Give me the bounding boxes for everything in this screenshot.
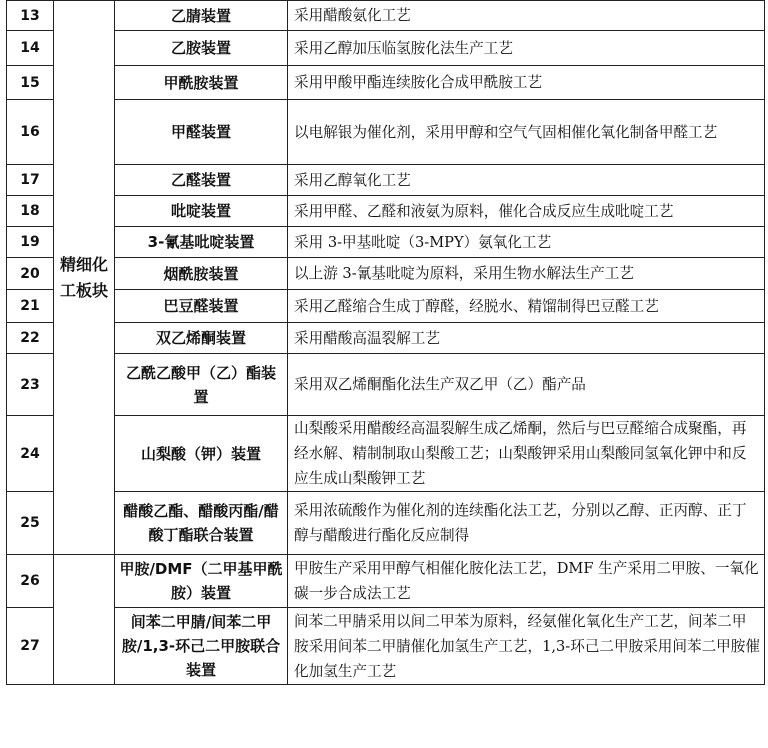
row-number: 13 (7, 1, 54, 31)
row-number: 14 (7, 31, 54, 66)
table-row (7, 100, 765, 165)
unit-name: 3-氰基吡啶装置 (115, 227, 288, 258)
row-number: 22 (7, 323, 54, 354)
process-description: 以上游 3-氰基吡啶为原料，采用生物水解法生产工艺 (288, 258, 765, 290)
process-description: 采用醋酸高温裂解工艺 (288, 323, 765, 354)
table-row (7, 290, 765, 323)
unit-name: 烟酰胺装置 (115, 258, 288, 290)
process-description: 采用甲醛、乙醛和液氨为原料，催化合成反应生成吡啶工艺 (288, 196, 765, 227)
row-number: 26 (7, 555, 54, 608)
unit-name: 乙醛装置 (115, 165, 288, 196)
row-number: 17 (7, 165, 54, 196)
row-number: 18 (7, 196, 54, 227)
process-table (6, 0, 765, 685)
row-number: 21 (7, 290, 54, 323)
table-row (7, 31, 765, 66)
table-row (7, 66, 765, 100)
table-row (7, 416, 765, 492)
unit-name: 吡啶装置 (115, 196, 288, 227)
process-description: 采用甲酸甲酯连续胺化合成甲酰胺工艺 (288, 66, 765, 100)
process-description: 以电解银为催化剂，采用甲醇和空气气固相催化氧化制备甲醛工艺 (288, 100, 765, 165)
unit-name: 山梨酸（钾）装置 (115, 416, 288, 492)
table-row (7, 555, 765, 608)
row-number: 24 (7, 416, 54, 492)
process-description: 采用 3-甲基吡啶（3-MPY）氨氧化工艺 (288, 227, 765, 258)
row-number: 19 (7, 227, 54, 258)
table-row (7, 227, 765, 258)
process-description: 采用乙醛缩合生成丁醇醛，经脱水、精馏制得巴豆醛工艺 (288, 290, 765, 323)
unit-name: 甲酰胺装置 (115, 66, 288, 100)
unit-name: 巴豆醛装置 (115, 290, 288, 323)
sector-cell-empty (54, 555, 115, 685)
unit-name: 醋酸乙酯、醋酸丙酯/醋酸丁酯联合装置 (115, 492, 288, 555)
row-number: 15 (7, 66, 54, 100)
table-row (7, 165, 765, 196)
unit-name: 乙胺装置 (115, 31, 288, 66)
unit-name: 甲胺/DMF（二甲基甲酰胺）装置 (115, 555, 288, 608)
table-row (7, 196, 765, 227)
table-row (7, 258, 765, 290)
row-number: 23 (7, 354, 54, 416)
process-description: 间苯二甲腈采用以间二甲苯为原料，经氨催化氧化生产工艺，间苯二甲胺采用间苯二甲腈催化加氢生产工艺，1,3-环己二甲胺采用间苯二甲胺催化加氢生产工艺 (288, 608, 765, 685)
process-description: 采用双乙烯酮酯化法生产双乙甲（乙）酯产品 (288, 354, 765, 416)
process-description: 甲胺生产采用甲醇气相催化胺化法工艺，DMF 生产采用二甲胺、一氧化碳一步合成法工艺 (288, 555, 765, 608)
process-description: 采用乙醇氧化工艺 (288, 165, 765, 196)
process-description: 采用乙醇加压临氢胺化法生产工艺 (288, 31, 765, 66)
process-description: 采用浓硫酸作为催化剂的连续酯化法工艺，分别以乙醇、正丙醇、正丁醇与醋酸进行酯化反应制得 (288, 492, 765, 555)
table-body (7, 1, 765, 685)
row-number: 20 (7, 258, 54, 290)
row-number: 16 (7, 100, 54, 165)
process-description: 山梨酸采用醋酸经高温裂解生成乙烯酮，然后与巴豆醛缩合成聚酯，再经水解、精制制取山梨酸工艺；山梨酸钾采用山梨酸同氢氧化钾中和反应生成山梨酸钾工艺 (288, 416, 765, 492)
table-row (7, 323, 765, 354)
table-row (7, 608, 765, 685)
table-row (7, 354, 765, 416)
sector-label: 精细化工板块 (54, 1, 115, 555)
row-number: 27 (7, 608, 54, 685)
unit-name: 乙腈装置 (115, 1, 288, 31)
table-row (7, 492, 765, 555)
unit-name: 间苯二甲腈/间苯二甲胺/1,3-环己二甲胺联合装置 (115, 608, 288, 685)
unit-name: 甲醛装置 (115, 100, 288, 165)
unit-name: 双乙烯酮装置 (115, 323, 288, 354)
table-row (7, 1, 765, 31)
row-number: 25 (7, 492, 54, 555)
process-description: 采用醋酸氨化工艺 (288, 1, 765, 31)
unit-name: 乙酰乙酸甲（乙）酯装置 (115, 354, 288, 416)
